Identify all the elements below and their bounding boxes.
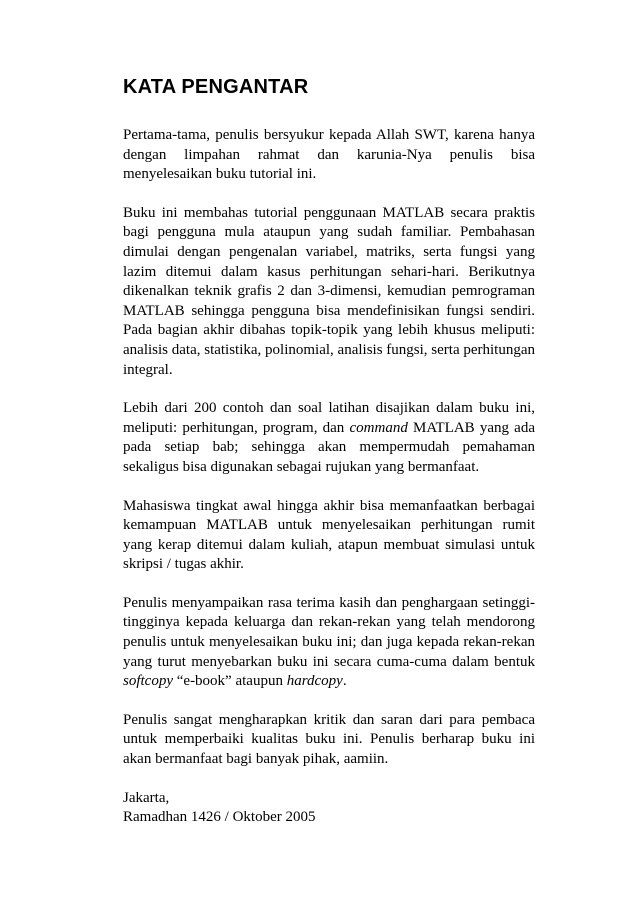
paragraph-thanks-text-1: Penulis menyampaikan rasa terima kasih dan penghargaan setinggi-tingginya kepada keluarga dan rekan-rekan yang telah mendorong penulis untuk menyelesaikan buku ini; dan juga kepada rekan-rekan yang turut menyebarkan buku ini secara cuma-cuma dalam bentuk	[123, 594, 535, 670]
paragraph-students: Mahasiswa tingkat awal hingga akhir bisa memanfaatkan berbagai kemampuan MATLAB untuk menyelesaikan perhitungan rumit yang kerap ditemui dalam kuliah, atapun membuat simulasi untuk skripsi / tugas akhir.	[123, 497, 535, 573]
emphasis-hardcopy: hardcopy	[286, 673, 343, 690]
paragraph-thanks-text-3: .	[342, 673, 347, 690]
emphasis-command: command	[349, 419, 408, 436]
paragraph-examples	[123, 399, 535, 477]
signature-block	[123, 789, 535, 828]
paragraph-examples-text-2: MATLAB yang ada pada setiap bab; sehingga akan mempermudah pemahaman sekaligus bisa digunakan sebagai rujukan yang bermanfaat.	[123, 419, 536, 475]
emphasis-softcopy: softcopy	[123, 673, 173, 690]
paragraph-gratitude: Pertama-tama, penulis bersyukur kepada Allah SWT, karena hanya dengan limpahan rahmat dan karunia-Nya penulis bisa menyelesaikan buku tutorial ini.	[123, 127, 535, 183]
closing-place: Jakarta,	[123, 789, 170, 806]
paragraph-closing-hope: Penulis sangat mengharapkan kritik dan saran dari para pembaca untuk memperbaiki kualitas buku ini. Penulis berharap buku ini akan bermanfaat bagi banyak pihak, aamiin.	[123, 711, 535, 768]
page-title: KATA PENGANTAR	[123, 76, 309, 98]
paragraph-thanks-text-2: “e-book” ataupun	[173, 673, 287, 690]
paragraph-thanks	[123, 594, 535, 692]
closing-date: Ramadhan 1426 / Oktober 2005	[123, 809, 316, 826]
paragraph-examples-text-1: Lebih dari 200 contoh dan soal latihan disajikan dalam buku ini, meliputi: perhitungan, program, dan	[123, 400, 535, 436]
paragraph-book-overview: Buku ini membahas tutorial penggunaan MATLAB secara praktis bagi pengguna mula ataupun yang sudah familiar. Pembahasan dimulai dengan pengenalan variabel, matriks, serta fungsi yang lazim ditemui dalam kasus perhitungan sehari-hari. Berikutnya dikenalkan teknik grafis 2 dan 3-dimensi, kemudian pemrograman MATLAB sehingga pengguna bisa mendefinisikan fungsi sendiri. Pada bagian akhir dibahas topik-topik yang lebih khusus meliputi: analisis data, statistika, polinomial, analisis fungsi, serta perhitungan integral.	[123, 204, 536, 378]
document-page	[123, 75, 535, 828]
